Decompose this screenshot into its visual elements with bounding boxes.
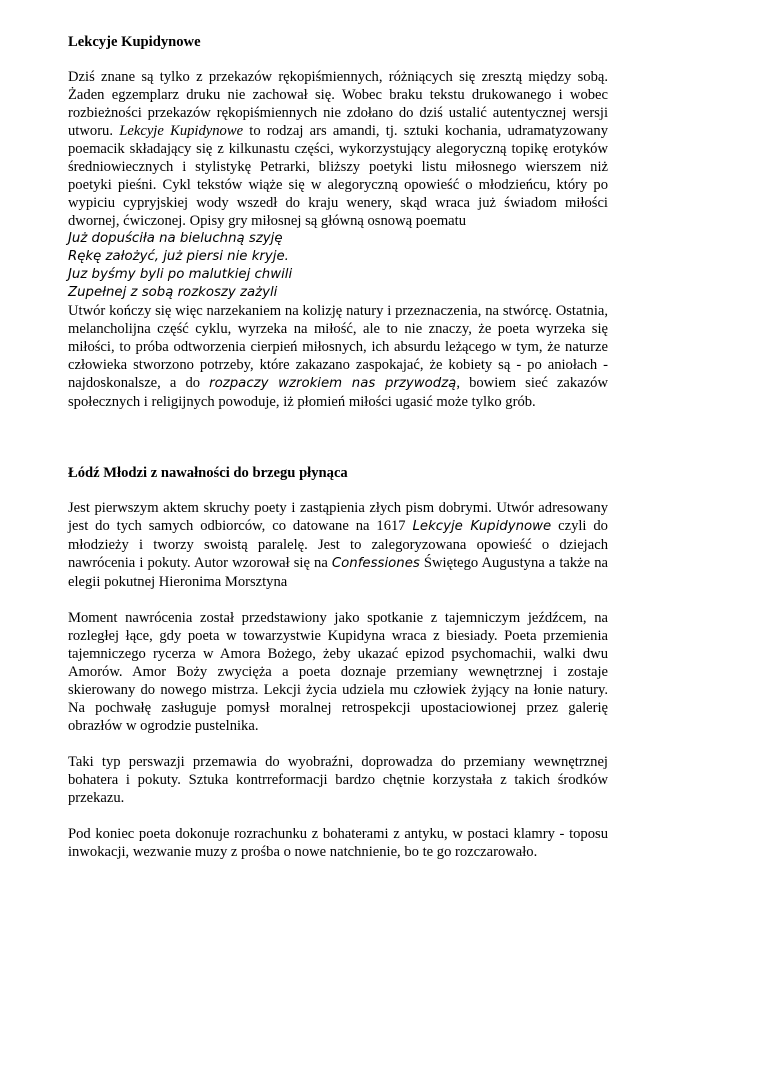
section2-p1-italic: Lekcyje Kupidynowe: [412, 519, 552, 534]
poem-quote: [68, 230, 608, 302]
section1-p2-text-b: , bowiem sieć zakazów społecznych i religijnych powoduje, iż płomień miłości ugasić może tylko grób.: [68, 375, 608, 410]
section2-title: Łódź Młodzi z nawałności do brzegu płynąca: [68, 465, 348, 481]
section2-p1-italic-2: Confessiones: [331, 556, 420, 571]
poem-line-2: Rękę założyć, już piersi nie kryje.: [68, 249, 289, 264]
section2-paragraph-1: [68, 499, 608, 591]
section1-p1-title-italic: Lekcyje Kupidynowe: [119, 123, 244, 139]
section1-paragraph-2: [68, 302, 608, 411]
section1-p2-italic: rozpaczy wzrokiem nas przywodzą: [209, 376, 457, 391]
document-page: [68, 33, 608, 861]
poem-line-1: Już dopuściła na bieluchną szyję: [68, 231, 283, 246]
poem-line-4: Zupełnej z sobą rozkoszy zażyli: [68, 285, 278, 300]
section2-p1-text-a: Jest pierwszym aktem skruchy poety i zastąpienia złych pism dobrymi. Utwór adresowany jest do tych samych odbiorców, co datowane na 1617: [68, 500, 608, 534]
section1-paragraph-1: [68, 68, 608, 230]
section2-p1-text-b: czyli do młodzieży i tworzy swoistą paralelę. Jest to zalegoryzowana opowieść o dziejach nawrócenia i pokuty. Autor wzorował się na: [68, 518, 608, 571]
poem-line-3: Juz byśmy byli po malutkiej chwili: [68, 267, 293, 282]
section2-paragraph-2: Moment nawrócenia został przedstawiony jako spotkanie z tajemniczym jeźdźcem, na rozległej łące, gdy poeta w towarzystwie Kupidyna wraca z biesiady. Poeta przemienia tajemniczego rycerza w Amora Bożego, żeby ukazać epizod psychomachii, walki dwu Amorów. Amor Boży zwycięża a poeta doznaje przemiany wewnętrznej i zostaje skierowany do nowego mistrza. Lekcji życia udziela mu człowiek żyjący na łonie natury. Na pochwałę zasługuje pomysł moralnej retrospekcji upostaciowionej przez galerię obrazłów w ogrodzie pustelnika.: [68, 610, 608, 734]
section1-p1-text-a: Dziś znane są tylko z przekazów rękopiśmiennych, różniących się zresztą między sobą. Żaden egzemplarz druku nie zachował się. Wobec braku tekstu drukowanego i wobec rozbieżności przekazów rękopiśmiennych nie zdołano do dziś ustalić autentycznej wersji utworu.: [68, 69, 608, 139]
section1-p1-text-b: to rodzaj ars amandi, tj. sztuki kochania, udramatyzowany poemacik składający się z kilkunastu części, wykorzystujący alegoryczną topikę erotyków średniowiecznych i stylistykę Petrarki, bliższy poetyki listu miłosnego wierszem niż poetyki pieśni. Cykl tekstów wiąże się w alegoryczną opowieść o młodzieńcu, który po wypiciu cypryjskiej wody wszedł do kraju wenery, skąd wraca już świadom miłości dwornej, ćwiczonej. Opisy gry miłosnej są główną osnową poematu: [68, 123, 608, 229]
section1-p2-text-a: Utwór kończy się więc narzekaniem na kolizję natury i przeznaczenia, na stwórcę. Ostatnia, melancholijna część cyklu, wyrzeka na miłość, ale to nie znaczy, że poeta wyrzeka się miłości, to próba odtworzenia cierpień miłosnych, ich absurdu leżącego w tym, że naturze człowieka stworzono potrzeby, które zakazano zaspokajać, że kobiety są - po aniołach - najdoskonalsze, a do: [68, 303, 608, 391]
section2-p1-text-c: Świętego Augustyna a także na elegii pokutnej Hieronima Morsztyna: [68, 555, 608, 590]
section2-paragraph-4: Pod koniec poeta dokonuje rozrachunku z bohaterami z antyku, w postaci klamry - toposu inwokacji, wezwanie muzy z prośba o nowe natchnienie, bo te go rozczarowało.: [68, 826, 608, 860]
section1-title: Lekcyje Kupidynowe: [68, 34, 201, 50]
section2-paragraph-3: Taki typ perswazji przemawia do wyobraźni, doprowadza do przemiany wewnętrznej bohatera i pokuty. Sztuka kontrreformacji bardzo chętnie korzystała z takich środków przekazu.: [68, 754, 608, 806]
